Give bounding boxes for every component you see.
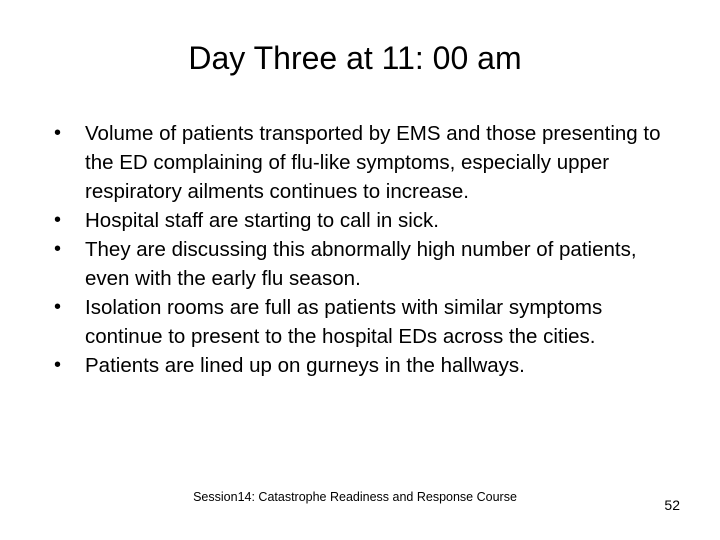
- bullet-item: [54, 235, 674, 293]
- page-number: 52: [664, 497, 680, 513]
- bullet-dot-icon: •: [54, 354, 62, 376]
- bullet-text: Patients are lined up on gurneys in the hallways.: [85, 354, 525, 377]
- footer-text: Session14: Catastrophe Readiness and Response Course: [193, 490, 517, 504]
- bullet-list: [54, 119, 674, 380]
- slide-title: Day Three at 11: 00 am: [188, 40, 522, 76]
- bullet-dot-icon: •: [54, 209, 62, 231]
- bullet-dot-icon: •: [54, 122, 62, 144]
- bullet-item: [54, 293, 674, 351]
- bullet-dot-icon: •: [54, 296, 62, 318]
- bullet-text: They are discussing this abnormally high number of patients, even with the early flu season.: [85, 238, 637, 290]
- bullet-text: Isolation rooms are full as patients with similar symptoms continue to present to the hospital EDs across the cities.: [85, 296, 603, 348]
- bullet-item: [54, 119, 674, 206]
- bullet-dot-icon: •: [54, 238, 62, 260]
- bullet-item: [54, 206, 674, 235]
- bullet-item: [54, 351, 674, 380]
- bullet-text: Volume of patients transported by EMS and those presenting to the ED complaining of flu-like symptoms, especially upper respiratory ailments continues to increase.: [85, 122, 661, 203]
- bullet-text: Hospital staff are starting to call in sick.: [85, 209, 439, 232]
